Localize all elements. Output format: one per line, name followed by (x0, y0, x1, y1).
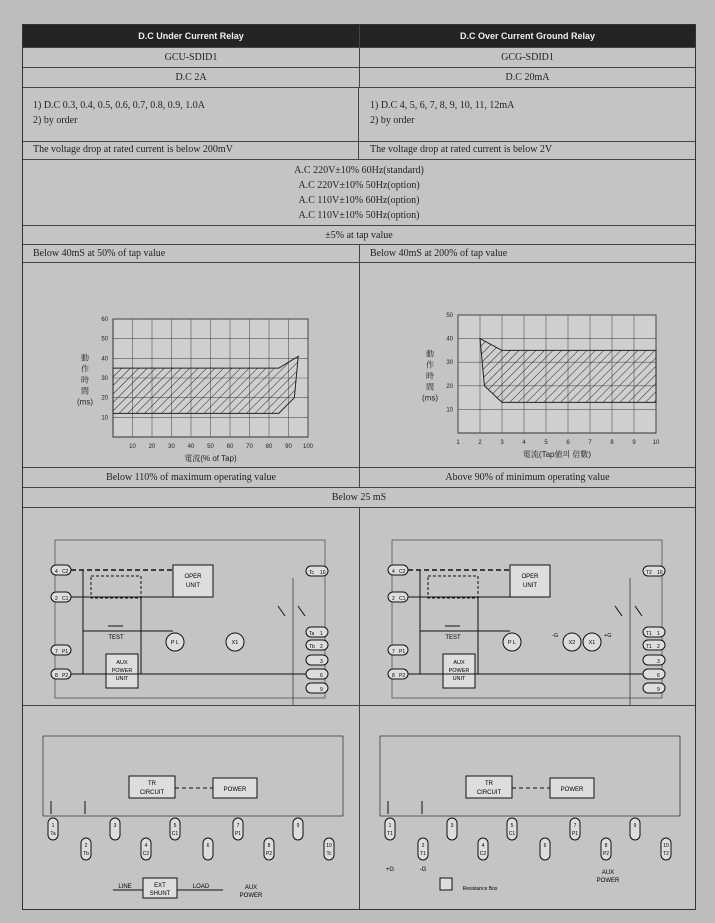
terminal-number: 6 (543, 843, 547, 849)
terminal-number: 7 (392, 649, 395, 655)
y-tick-label: 30 (446, 360, 453, 367)
terminal-code: Tb (83, 851, 89, 857)
y-axis-label: 時 (81, 375, 89, 385)
neg-g-label: -G (552, 633, 559, 639)
terminal-number: 1 (657, 631, 660, 637)
aux-power-label-1: AUX (244, 885, 258, 891)
terminal-number: 5 (510, 823, 514, 829)
y-tick-label: 40 (101, 356, 108, 363)
aux-power-unit-label: POWER (448, 668, 470, 674)
line-label: LINE (118, 884, 132, 890)
tr-circuit-label-2: CIRCUIT (476, 790, 502, 796)
rating-left: D.C 2A (23, 68, 360, 87)
y-axis-label: 時 (426, 371, 434, 381)
terminal-number: 9 (296, 823, 300, 829)
x-tick-label: 20 (148, 444, 156, 450)
terminal-code: Tc (326, 851, 332, 857)
aux-power-label-1: AUX (601, 870, 615, 876)
terminal-code: P2 (602, 851, 610, 857)
aux-power-label-2: POWER (596, 878, 620, 884)
reset-time-row (23, 488, 695, 508)
contact-x (278, 606, 285, 616)
taps-row (23, 88, 695, 142)
oper-unit-label-2: UNIT (186, 583, 200, 589)
terminal-number: 7 (55, 649, 58, 655)
reset-row (23, 468, 695, 488)
oper-unit-label-1: OPER (521, 574, 539, 580)
taps-left-1: 1) D.C 0.3, 0.4, 0.5, 0.6, 0.7, 0.8, 0.9, 1.0A (33, 100, 205, 111)
oper-unit (510, 565, 550, 597)
pos-g-label: +G (604, 633, 612, 639)
terminal-code: C1 (508, 831, 516, 837)
circuit-diagram-right (360, 508, 695, 705)
y-tick-label: 40 (446, 336, 453, 343)
wiring-diagram-right (360, 706, 695, 909)
chart-left (23, 263, 359, 463)
terminal-code: C1 (171, 831, 179, 837)
aux-power-2: A.C 220V±10% 50Hz(option) (298, 180, 420, 191)
terminal-number: 10 (657, 570, 663, 576)
terminal-number: 6 (206, 843, 210, 849)
aux-power-row (23, 160, 695, 226)
terminal-number: 3 (113, 823, 117, 829)
terminal-code: P1 (571, 831, 579, 837)
terminal-number: 4 (144, 843, 148, 849)
terminal-right (643, 683, 665, 693)
contact-x (615, 606, 622, 616)
terminal-number: 9 (657, 687, 660, 693)
terminal-code: C2 (479, 851, 487, 857)
terminal-number: 4 (392, 569, 395, 575)
taps-right-1: 1) D.C 4, 5, 6, 7, 8, 9, 10, 11, 12mA (370, 100, 515, 111)
contact-x (635, 606, 642, 616)
header-right: D.C Over Current Ground Relay (360, 25, 695, 47)
terminal-number: 10 (320, 570, 326, 576)
rating-row (23, 68, 695, 88)
x-tick-label: 40 (187, 444, 195, 450)
aux-power-label-2: POWER (239, 893, 263, 899)
terminal-number: 2 (55, 596, 58, 602)
terminal-number: 10 (326, 843, 332, 849)
y-axis-label: (ms) (422, 393, 438, 403)
terminal-code: Ta (309, 631, 315, 637)
pilot-lamp-label: P L (507, 640, 517, 646)
aux-power-4: A.C 110V±10% 50Hz(option) (298, 210, 420, 221)
rating-right: D.C 20mA (505, 72, 550, 83)
terminal-number: 4 (55, 569, 58, 575)
terminal-code: Tb (309, 644, 315, 650)
frame (380, 736, 680, 816)
x-axis-label: 電流(% of Tap) (184, 454, 237, 463)
terminal-code: T1 (646, 644, 652, 650)
terminal-number: 1 (388, 823, 392, 829)
x-tick-label: 3 (500, 440, 504, 446)
pos-g-label: +G (385, 867, 395, 873)
voltage-drop-right: The voltage drop at rated current is below 2V (370, 144, 553, 155)
y-tick-label: 10 (446, 407, 453, 414)
terminal-number: 7 (236, 823, 240, 829)
y-axis-label: 作 (426, 360, 434, 370)
neg-g-label: -G (419, 867, 427, 873)
y-axis-label: (ms) (77, 397, 93, 407)
terminal-number: 8 (55, 673, 58, 679)
aux-power-unit-label: UNIT (115, 676, 129, 682)
terminal-code: T2 (663, 851, 669, 857)
terminal-right (306, 655, 328, 665)
terminal-number: 7 (573, 823, 577, 829)
relay-coil-x1-label: X1 (231, 640, 239, 646)
terminal-right (643, 669, 665, 679)
x-tick-label: 90 (285, 444, 292, 450)
pilot-lamp-label: P L (170, 640, 180, 646)
x-tick-label: 6 (566, 440, 570, 446)
header-row (23, 25, 695, 48)
frame (43, 736, 343, 816)
x-axis-label: 電流(Tap値의 倍數) (522, 450, 592, 459)
x-tick-label: 7 (588, 440, 592, 446)
y-axis-label: 作 (81, 364, 89, 374)
voltage-drop-left: The voltage drop at rated current is below 200mV (23, 142, 359, 159)
terminal-number: 2 (421, 843, 425, 849)
terminal-code: P2 (399, 673, 406, 679)
terminal-number: 6 (320, 673, 323, 679)
terminal-code: T1 (646, 631, 652, 637)
taps-left-2: 2) by order (33, 115, 78, 126)
circuit-row (23, 508, 695, 706)
wiring-terminal (203, 838, 213, 860)
voltage-drop-row (23, 142, 695, 160)
terminal-code: Tc (309, 570, 314, 576)
terminal-number: 8 (267, 843, 271, 849)
test-label: TEST (108, 635, 124, 641)
wiring-terminal (293, 818, 303, 840)
terminal-code: C2 (399, 569, 406, 575)
wiring-terminal (540, 838, 550, 860)
x-tick-label: 10 (652, 440, 660, 446)
terminal-right (643, 655, 665, 665)
terminal-number: 1 (320, 631, 323, 637)
terminal-number: 3 (450, 823, 454, 829)
oper-unit (173, 565, 213, 597)
terminal-code: P2 (265, 851, 273, 857)
x-tick-label: 10 (129, 444, 136, 450)
terminal-code: C2 (142, 851, 150, 857)
x-tick-label: 2 (478, 440, 482, 446)
x-tick-label: 100 (302, 444, 314, 450)
model-row (23, 48, 695, 68)
ext-shunt-label-1: EXT (154, 883, 166, 889)
terminal-number: 3 (657, 659, 660, 665)
oper-unit-label-2: UNIT (523, 583, 537, 589)
op-time-right: Below 40mS at 200% of tap value (360, 245, 695, 263)
terminal-number: 1 (51, 823, 55, 829)
ext-shunt-label-2: SHUNT (149, 891, 171, 897)
y-tick-label: 50 (101, 336, 108, 343)
y-tick-label: 20 (101, 395, 108, 402)
reset-right: Above 90% of minimum operating value (445, 472, 610, 483)
terminal-number: 2 (657, 644, 660, 650)
accuracy-row (23, 226, 695, 245)
terminal-code: P2 (62, 673, 69, 679)
aux-power-3: A.C 110V±10% 60Hz(option) (298, 195, 420, 206)
aux-power-unit-label: AUX (116, 660, 128, 666)
power-label: POWER (560, 787, 584, 793)
terminal-number: 6 (657, 673, 660, 679)
wiring-terminal (110, 818, 120, 840)
terminal-code: T1 (420, 851, 426, 857)
x-tick-label: 4 (522, 440, 526, 446)
y-axis-label: 間 (426, 382, 434, 392)
wiring-row (23, 706, 695, 909)
tr-circuit-label-2: CIRCUIT (139, 790, 165, 796)
reset-left: Below 110% of maximum operating value (23, 468, 360, 487)
terminal-number: 9 (320, 687, 323, 693)
chart-right (360, 263, 695, 463)
y-tick-label: 50 (446, 313, 453, 319)
y-axis-label: 動 (426, 349, 434, 359)
x-tick-label: 30 (168, 444, 175, 450)
terminal-number: 2 (392, 596, 395, 602)
wiring-terminal (630, 818, 640, 840)
aux-power-unit-label: AUX (453, 660, 465, 666)
switch-box (91, 576, 141, 598)
terminal-code: C2 (62, 569, 69, 575)
wiring-diagram-left (23, 706, 359, 909)
aux-power-1: A.C 220V±10% 60Hz(standard) (294, 165, 424, 176)
switch-box (428, 576, 478, 598)
terminal-code: P1 (399, 649, 406, 655)
terminal-code: Ta (50, 831, 56, 837)
x-tick-label: 5 (544, 440, 548, 446)
terminal-number: 2 (84, 843, 88, 849)
header-left: D.C Under Current Relay (23, 25, 360, 47)
terminal-number: 9 (633, 823, 637, 829)
aux-power-unit-label: POWER (111, 668, 133, 674)
resistance-box-label: Resistance Box (462, 886, 498, 892)
model-right: GCG-SDID1 (501, 52, 554, 63)
op-time-row (23, 245, 695, 468)
load-label: LOAD (192, 884, 210, 890)
oper-unit-label-1: OPER (184, 574, 202, 580)
x-tick-label: 70 (246, 444, 253, 450)
model-left: GCU-SDID1 (23, 48, 360, 67)
x-tick-label: 60 (226, 444, 234, 450)
y-axis-label: 間 (81, 386, 89, 396)
y-tick-label: 20 (446, 383, 453, 390)
terminal-number: 8 (604, 843, 608, 849)
tr-circuit-label-1: TR (485, 781, 493, 787)
y-tick-label: 60 (101, 317, 108, 323)
accuracy: ±5% at tap value (325, 229, 393, 241)
x-tick-label: 1 (456, 440, 460, 446)
op-time-left: Below 40mS at 50% of tap value (23, 245, 359, 263)
x-tick-label: 9 (632, 440, 636, 446)
terminal-number: 4 (481, 843, 485, 849)
spec-sheet (22, 24, 696, 910)
reset-time: Below 25 mS (331, 492, 387, 503)
y-tick-label: 10 (101, 415, 108, 422)
terminal-number: 3 (320, 659, 323, 665)
test-label: TEST (445, 635, 461, 641)
x-tick-label: 50 (207, 444, 214, 450)
terminal-right (306, 683, 328, 693)
terminal-number: 2 (320, 644, 323, 650)
y-tick-label: 30 (101, 376, 108, 382)
terminal-code: T2 (646, 570, 652, 576)
terminal-code: C1 (399, 596, 406, 602)
x-tick-label: 8 (610, 440, 614, 446)
tr-circuit-label-1: TR (148, 781, 156, 787)
terminal-right (306, 669, 328, 679)
terminal-number: 5 (173, 823, 177, 829)
taps-right-2: 2) by order (370, 115, 415, 126)
terminal-number: 8 (392, 673, 395, 679)
resistance-box (440, 878, 452, 890)
x-tick-label: 80 (265, 444, 273, 450)
y-axis-label: 動 (81, 353, 89, 363)
relay-coil-x1-label: X1 (588, 640, 596, 646)
terminal-number: 10 (663, 843, 669, 849)
relay-coil-x2-label: X2 (568, 640, 576, 646)
terminal-code: C1 (62, 596, 69, 602)
wiring-terminal (447, 818, 457, 840)
terminal-code: P1 (234, 831, 242, 837)
aux-power-unit-label: UNIT (452, 676, 466, 682)
circuit-diagram-left (23, 508, 359, 705)
terminal-code: T1 (387, 831, 393, 837)
power-label: POWER (223, 787, 247, 793)
terminal-code: P1 (62, 649, 69, 655)
contact-x (298, 606, 305, 616)
